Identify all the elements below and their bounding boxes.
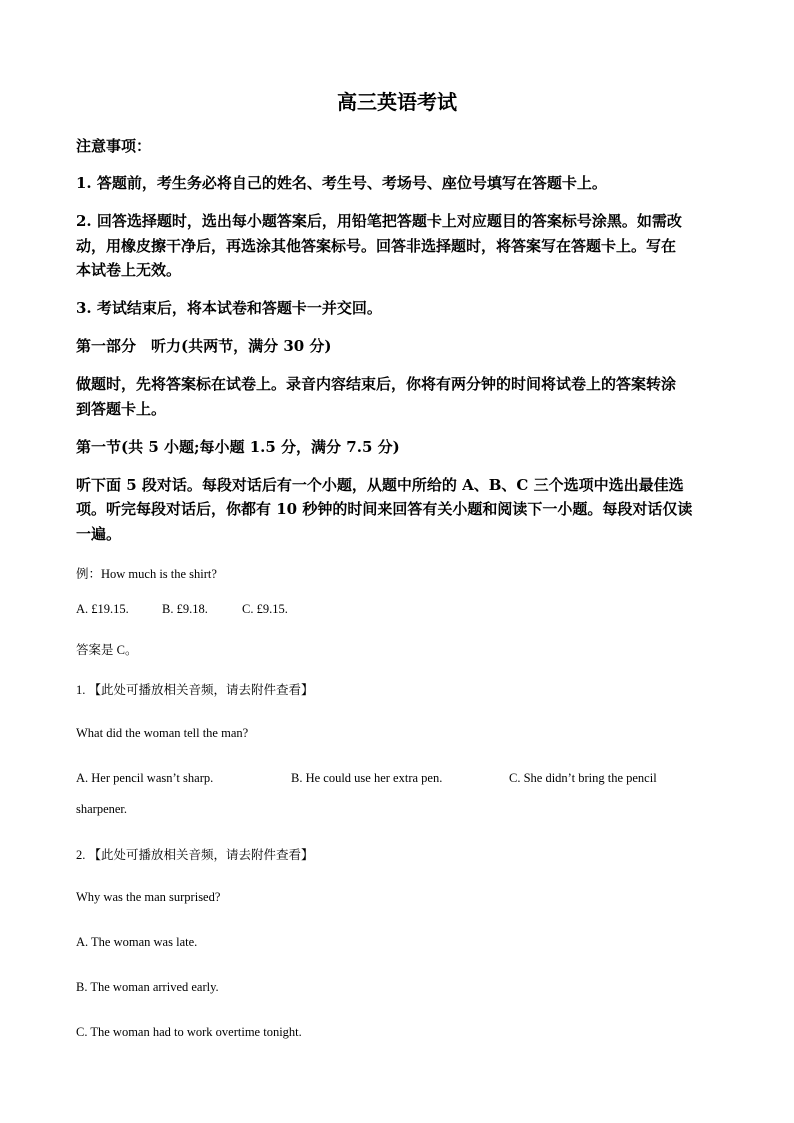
q2-option-a: A. The woman was late. (76, 935, 198, 949)
section1-intro-line-2: 项。听完每段对话后，你都有 10 秒钟的时间来回答有关小题和阅读下一小题。每段对话仅读 (76, 500, 693, 518)
example-option-b: B. £9.18. (162, 602, 208, 616)
section1-intro-line-3: 一遍。 (76, 525, 122, 543)
q1-audio-note: 1. 【此处可播放相关音频，请去附件查看】 (76, 683, 314, 697)
q2-question: Why was the man surprised? (76, 890, 221, 904)
q1-option-c: C. She didn’t bring the pencil (509, 771, 657, 785)
example-options (76, 602, 288, 617)
notice-heading: 注意事项： (76, 137, 152, 155)
q2-audio-note: 2. 【此处可播放相关音频，请去附件查看】 (76, 848, 314, 862)
q2-option-b: B. The woman arrived early. (76, 980, 219, 994)
q1-options (76, 771, 657, 786)
q2-option-c: C. The woman had to work overtime tonight. (76, 1025, 302, 1039)
notice-item-3: 3. 考试结束后，将本试卷和答题卡一并交回。 (76, 299, 382, 317)
example-option-a: A. £19.15. (76, 602, 129, 616)
q1-option-b: B. He could use her extra pen. (291, 771, 443, 785)
example-answer: 答案是 C。 (76, 643, 138, 657)
notice-item-2-line-2: 动，用橡皮擦干净后，再选涂其他答案标号。回答非选择题时，将答案写在答题卡上。写在 (76, 237, 677, 255)
example-question: 例：How much is the shirt? (76, 567, 217, 581)
q1-option-a: A. Her pencil wasn’t sharp. (76, 771, 214, 785)
part1-intro-line-1: 做题时，先将答案标在试卷上。录音内容结束后，你将有两分钟的时间将试卷上的答案转涂 (76, 375, 677, 393)
part1-heading: 第一部分 听力(共两节，满分 30 分) (76, 337, 332, 355)
section1-heading: 第一节(共 5 小题;每小题 1.5 分，满分 7.5 分) (76, 438, 400, 456)
notice-item-1: 1. 答题前，考生务必将自己的姓名、考生号、考场号、座位号填写在答题卡上。 (76, 174, 607, 192)
notice-item-2-line-3: 本试卷上无效。 (76, 261, 182, 279)
page-title: 高三英语考试 (337, 90, 457, 114)
example-option-c: C. £9.15. (242, 602, 288, 616)
section1-intro-line-1: 听下面 5 段对话。每段对话后有一个小题，从题中所给的 A、B、C 三个选项中选出最佳选 (76, 476, 684, 494)
q1-question: What did the woman tell the man? (76, 726, 249, 740)
notice-item-2-line-1: 2. 回答选择题时，选出每小题答案后，用铅笔把答题卡上对应题目的答案标号涂黑。如需改 (76, 212, 682, 230)
part1-intro-line-2: 到答题卡上。 (76, 400, 167, 418)
q1-option-c-continued: sharpener. (76, 802, 128, 816)
